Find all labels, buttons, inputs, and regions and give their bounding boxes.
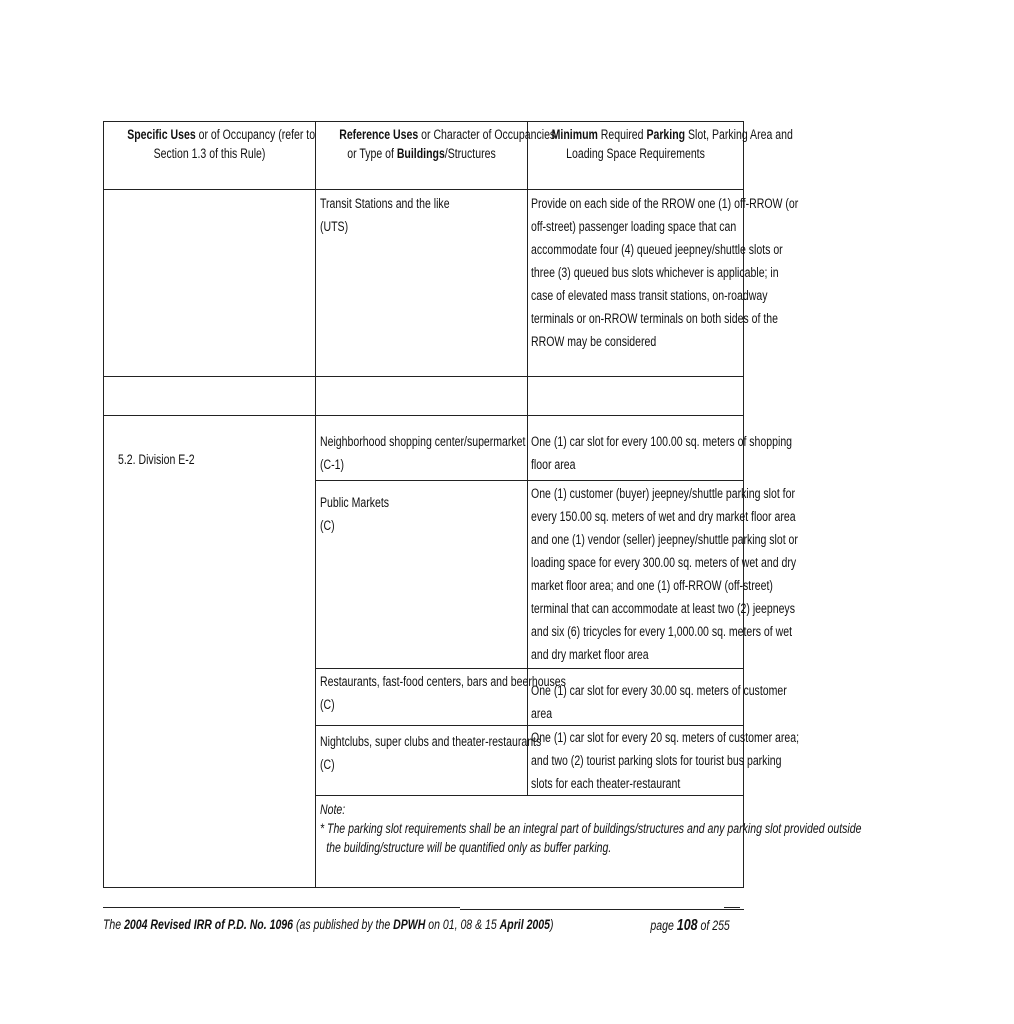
division-label: 5.2. Division E-2 bbox=[118, 452, 195, 467]
column-divider bbox=[315, 121, 316, 888]
row-divider bbox=[315, 795, 744, 796]
table-note: Note: * The parking slot requirements shall be an integral part of buildings/structures and any parking slot provided outside the building/structure will be quantified only as buffer parking. bbox=[320, 802, 862, 855]
requirement-neighborhood-shopping: One (1) car slot for every 100.00 sq. meters of shopping floor area bbox=[531, 434, 793, 472]
footer-rule-short bbox=[724, 907, 740, 908]
reference-transit-stations: Transit Stations and the like (UTS) bbox=[320, 196, 450, 234]
requirement-nightclubs: One (1) car slot for every 20 sq. meters of customer area; and two (2) tourist parking slots for tourist bus parking slots for each theater-restaurant bbox=[531, 730, 800, 791]
footer-rule bbox=[103, 907, 460, 908]
footer-citation: The 2004 Revised IRR of P.D. No. 1096 (as published by the DPWH on 01, 08 & 15 April 2005) bbox=[103, 917, 554, 932]
row-divider bbox=[315, 480, 744, 481]
requirement-restaurants: One (1) car slot for every 30.00 sq. meters of customer area bbox=[531, 683, 787, 721]
page-number: page 108 of 255 bbox=[650, 917, 730, 934]
table-border-bottom bbox=[103, 887, 744, 888]
reference-public-markets: Public Markets (C) bbox=[320, 495, 390, 533]
reference-nightclubs: Nightclubs, super clubs and theater-restaurants (C) bbox=[320, 734, 542, 772]
reference-restaurants: Restaurants, fast-food centers, bars and beerhouses (C) bbox=[320, 674, 566, 712]
reference-neighborhood-shopping: Neighborhood shopping center/supermarket (C-1) bbox=[320, 434, 526, 472]
header-specific-uses: Specific Uses or of Occupancy (refer to Section 1.3 of this Rule) bbox=[127, 127, 316, 161]
table-border-left bbox=[103, 121, 104, 888]
requirement-transit-stations: Provide on each side of the RROW one (1) off-RROW (or off-street) passenger loading space that can accommodate four (4) queued jeepney/shuttle slots or three (3) queued bus slots whichever is applicable; in case of elevated mass transit stations, on-roadway terminals or on-RROW terminals on both sides of the RROW may be considered bbox=[531, 196, 799, 349]
row-divider bbox=[103, 415, 744, 416]
row-divider bbox=[103, 189, 744, 190]
row-divider bbox=[315, 668, 744, 669]
header-reference-uses: Reference Uses or Character of Occupancies or Type of Buildings/Structures bbox=[339, 127, 556, 161]
footer-rule bbox=[460, 909, 744, 910]
requirement-public-markets: One (1) customer (buyer) jeepney/shuttle parking slot for every 150.00 sq. meters of wet and dry market floor area and one (1) vendor (seller) jeepney/shuttle parking slot or loading space for every 300.00 sq. meters of wet and dry market floor area; and one (1) off-RROW (off-street) terminal that can accommodate at least two (2) jeepneys and six (6) tricycles for every 1,000.00 sq. meters of wet and dry market floor area bbox=[531, 486, 798, 662]
table-border-top bbox=[103, 121, 744, 122]
row-divider bbox=[103, 376, 744, 377]
header-minimum-parking: Minimum Required Parking Slot, Parking Area and Loading Space Requirements bbox=[551, 127, 793, 161]
